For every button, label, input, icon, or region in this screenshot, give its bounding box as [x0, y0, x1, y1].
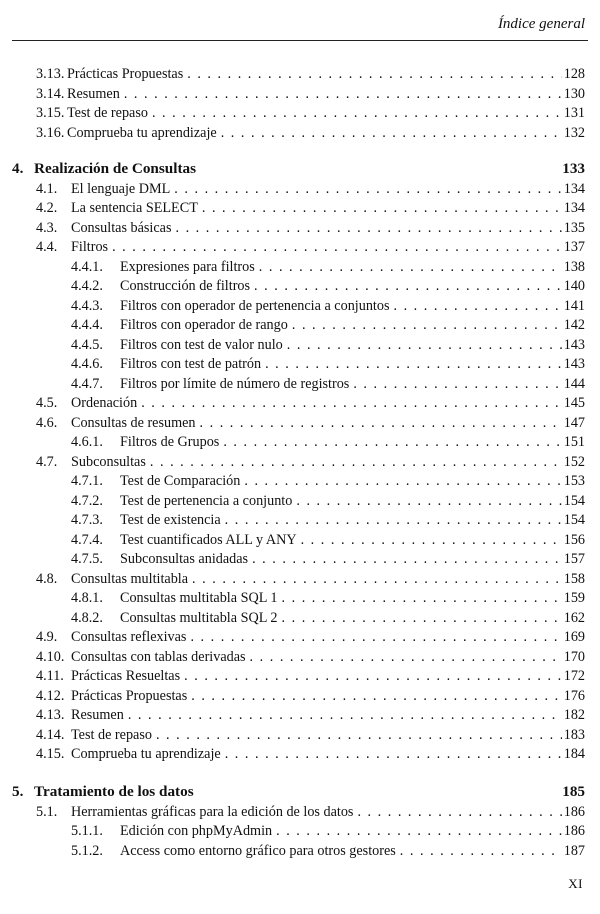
toc-entry-4-11: 4.11. Prácticas Resueltas . . . 172: [0, 666, 600, 686]
toc-entry-title: Herramientas gráficas para la edición de los datos . . .: [71, 802, 562, 822]
toc-entry-page: 132: [563, 124, 585, 141]
toc-entry-page: 134: [563, 200, 585, 216]
toc-entry-title: Test de repaso . . .: [67, 103, 562, 123]
toc-entry-page: 131: [563, 105, 585, 121]
toc-entry-title: Subconsultas . . .: [71, 452, 562, 472]
toc-entry-title: Subconsultas anidadas . . .: [120, 549, 562, 569]
toc-entry-page: 147: [563, 414, 585, 431]
toc-entry-title: Expresiones para filtros . . .: [120, 257, 562, 277]
toc-entry-page: 170: [563, 648, 585, 665]
toc-entry-page: 144: [563, 375, 585, 392]
toc-entry-page: 143: [563, 356, 585, 372]
toc-entry-title: Filtros con test de patrón . . .: [120, 354, 562, 374]
toc-entry-3-14: 3.14. Resumen . . . 130: [0, 84, 600, 104]
toc-entry-page: 142: [563, 317, 585, 333]
toc-entry-page: 182: [563, 707, 585, 723]
toc-entry-4-7: 4.7. Subconsultas . . . 152: [0, 452, 600, 472]
toc-entry-page: 130: [563, 85, 585, 102]
toc-entry-page: 156: [563, 531, 585, 548]
toc-entry-title: Consultas reflexivas . . .: [71, 627, 562, 647]
toc-entry-3-15: 3.15. Test de repaso . . . 131: [0, 103, 600, 123]
toc-entry-title: Prácticas Propuestas . . .: [71, 686, 562, 706]
toc-entry-title: Edición con phpMyAdmin . . .: [120, 821, 562, 841]
toc-entry-4-4: 4.4. Filtros . . . 137: [0, 237, 600, 257]
toc-entry-4-2: 4.2. La sentencia SELECT . . . 134: [0, 198, 600, 218]
toc-entry-4-7-5: 4.7.5. Subconsultas anidadas . . . 157: [0, 549, 600, 569]
toc-entry-4-8-2: 4.8.2. Consultas multitabla SQL 2 . . . 162: [0, 608, 600, 628]
toc-entry-title: Filtros con test de valor nulo . . .: [120, 335, 562, 355]
toc-entry-page: 154: [563, 512, 585, 528]
toc-chapter-5: 5. Tratamiento de los datos 185: [12, 783, 585, 800]
toc-entry-4-7-4: 4.7.4. Test cuantificados ALL y ANY . . . 156: [0, 530, 600, 550]
running-header-title: Índice general: [497, 16, 585, 32]
toc-entry-5-1-2: 5.1.2. Access como entorno gráfico para otros gestores . . . 187: [0, 841, 600, 861]
toc-entry-4-15: 4.15. Comprueba tu aprendizaje . . . 184: [0, 744, 600, 764]
toc-entry-title: Filtros por límite de número de registros . . .: [120, 374, 562, 394]
toc-entry-title: Prácticas Propuestas . . .: [67, 64, 562, 84]
toc-entry-page: 157: [563, 551, 585, 567]
toc-entry-page: 145: [563, 395, 585, 411]
toc-entry-page: 140: [563, 278, 585, 294]
toc-entry-4-10: 4.10. Consultas con tablas derivadas . . . 170: [0, 647, 600, 667]
toc-entry-page: 143: [563, 336, 585, 353]
toc-entry-page: 158: [563, 570, 585, 587]
toc-entry-title: Test de pertenencia a conjunto . . .: [120, 491, 562, 511]
toc-chapter-page: 133: [562, 160, 585, 177]
toc-entry-title: Filtros . . .: [71, 237, 562, 257]
toc-entry-title: Ordenación . . .: [71, 393, 562, 413]
toc-entry-4-4-2: 4.4.2. Construcción de filtros . . . 140: [0, 276, 600, 296]
toc-entry-page: 184: [563, 746, 585, 762]
toc-entry-title: Test de Comparación . . .: [120, 471, 562, 491]
toc-entry-3-16: 3.16. Comprueba tu aprendizaje . . . 132: [0, 123, 600, 143]
toc-entry-page: 172: [563, 668, 585, 684]
toc-entry-4-4-1: 4.4.1. Expresiones para filtros . . . 138: [0, 257, 600, 277]
toc-entry-page: 169: [563, 629, 585, 645]
toc-entry-4-4-7: 4.4.7. Filtros por límite de número de registros . . . 144: [0, 374, 600, 394]
toc-entry-4-4-6: 4.4.6. Filtros con test de patrón . . . 143: [0, 354, 600, 374]
toc-entry-title: Construcción de filtros . . .: [120, 276, 562, 296]
page-number: XI: [568, 876, 583, 891]
toc-entry-title: Comprueba tu aprendizaje . . .: [71, 744, 562, 764]
toc-entry-5-1: 5.1. Herramientas gráficas para la edición de los datos . . . 186: [0, 802, 600, 822]
toc-entry-title: Filtros de Grupos . . .: [120, 432, 562, 452]
toc-entry-page: 151: [563, 434, 585, 450]
toc-entry-page: 152: [563, 453, 585, 470]
toc-entry-page: 186: [563, 803, 585, 820]
toc-entry-page: 187: [563, 842, 585, 859]
toc-entry-title: Consultas multitabla SQL 2 . . .: [120, 608, 562, 628]
toc-entry-title: Test de existencia . . .: [120, 510, 562, 530]
toc-entry-page: 176: [563, 687, 585, 704]
toc-entry-page: 128: [563, 66, 585, 82]
toc-entry-title: Consultas básicas . . .: [71, 218, 562, 238]
toc-entry-title: Filtros con operador de rango . . .: [120, 315, 562, 335]
toc-entry-title: Resumen . . .: [67, 84, 562, 104]
toc-entry-4-4-4: 4.4.4. Filtros con operador de rango . . . 142: [0, 315, 600, 335]
toc-entry-4-13: 4.13. Resumen . . . 182: [0, 705, 600, 725]
toc-entry-page: 141: [563, 297, 585, 314]
toc-entry-4-3: 4.3. Consultas básicas . . . 135: [0, 218, 600, 238]
toc-entry-title: Prácticas Resueltas . . .: [71, 666, 562, 686]
toc-entry-title: Filtros con operador de pertenencia a conjuntos . . .: [120, 296, 562, 316]
toc-entry-title: Comprueba tu aprendizaje . . .: [67, 123, 562, 143]
toc-entry-title: Consultas multitabla SQL 1 . . .: [120, 588, 562, 608]
header-rule: [12, 40, 588, 41]
toc-entry-4-9: 4.9. Consultas reflexivas . . . 169: [0, 627, 600, 647]
toc-entry-title: Consultas de resumen . . .: [71, 413, 562, 433]
toc-entry-4-8-1: 4.8.1. Consultas multitabla SQL 1 . . . 159: [0, 588, 600, 608]
toc-chapter-page: 185: [562, 783, 585, 800]
toc-entry-4-8: 4.8. Consultas multitabla . . . 158: [0, 569, 600, 589]
toc-entry-4-6: 4.6. Consultas de resumen . . . 147: [0, 413, 600, 433]
toc-entry-4-12: 4.12. Prácticas Propuestas . . . 176: [0, 686, 600, 706]
toc-entry-page: 159: [563, 590, 585, 606]
toc-entry-page: 135: [563, 219, 585, 236]
toc-entry-page: 153: [563, 473, 585, 489]
toc-entry-4-1: 4.1. El lenguaje DML . . . 134: [0, 179, 600, 199]
toc-entry-4-7-2: 4.7.2. Test de pertenencia a conjunto . . . 154: [0, 491, 600, 511]
toc-entry-page: 137: [563, 239, 585, 255]
toc-entry-page: 134: [563, 180, 585, 197]
toc-entry-page: 186: [563, 823, 585, 839]
toc-entry-4-5: 4.5. Ordenación . . . 145: [0, 393, 600, 413]
toc-entry-4-7-1: 4.7.1. Test de Comparación . . . 153: [0, 471, 600, 491]
toc-entry-title: Test cuantificados ALL y ANY . . .: [120, 530, 562, 550]
toc-entry-4-14: 4.14. Test de repaso . . . 183: [0, 725, 600, 745]
toc-entry-title: Resumen . . .: [71, 705, 562, 725]
toc-entry-3-13: 3.13. Prácticas Propuestas . . . 128: [0, 64, 600, 84]
toc-entry-page: 154: [563, 492, 585, 509]
toc-entry-4-4-5: 4.4.5. Filtros con test de valor nulo . . . 143: [0, 335, 600, 355]
toc-entry-4-6-1: 4.6.1. Filtros de Grupos . . . 151: [0, 432, 600, 452]
toc-entry-title: El lenguaje DML . . .: [71, 179, 562, 199]
toc-chapter-title: Realización de Consultas: [34, 160, 197, 177]
toc-entry-title: Test de repaso . . .: [71, 725, 562, 745]
toc-chapter-4: 4. Realización de Consultas 133: [12, 160, 585, 177]
toc-entry-4-7-3: 4.7.3. Test de existencia . . . 154: [0, 510, 600, 530]
toc-entry-title: La sentencia SELECT . . .: [71, 198, 562, 218]
toc-entry-5-1-1: 5.1.1. Edición con phpMyAdmin . . . 186: [0, 821, 600, 841]
toc-entry-page: 138: [563, 258, 585, 275]
toc-entry-4-4-3: 4.4.3. Filtros con operador de pertenencia a conjuntos . . . 141: [0, 296, 600, 316]
toc-chapter-title: Tratamiento de los datos: [34, 783, 194, 800]
toc-entry-title: Consultas multitabla . . .: [71, 569, 562, 589]
toc-entry-title: Consultas con tablas derivadas . . .: [71, 647, 562, 667]
toc-entry-page: 162: [563, 609, 585, 626]
toc-entry-page: 183: [563, 726, 585, 743]
toc-entry-title: Access como entorno gráfico para otros gestores . . .: [120, 841, 562, 861]
